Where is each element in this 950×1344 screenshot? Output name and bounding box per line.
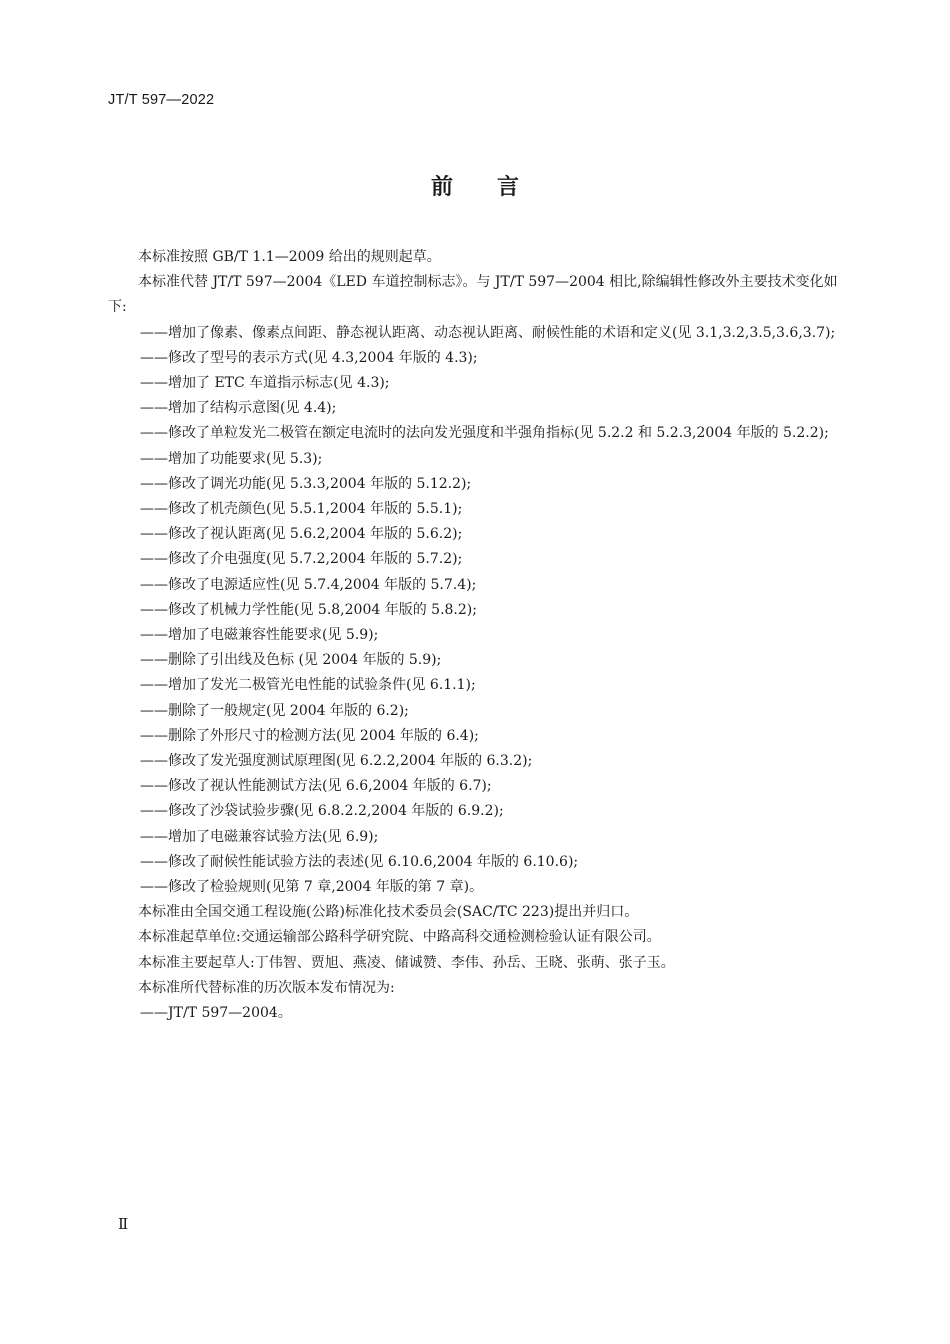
drafting-rules-paragraph: 本标准按照 GB/T 1.1—2009 给出的规则起草。 xyxy=(138,249,441,265)
replacement-paragraph: 本标准代替 JT/T 597—2004《LED 车道控制标志》。与 JT/T 597—2004 相比,除编辑性修改外主要技术变化如下: xyxy=(108,274,838,316)
change-item: ——修改了型号的表示方式(见 4.3,2004 年版的 4.3); xyxy=(140,349,478,366)
change-item: ——增加了发光二极管光电性能的试验条件(见 6.1.1); xyxy=(140,677,476,694)
change-item: ——修改了沙袋试验步骤(见 6.8.2.2,2004 年版的 6.9.2); xyxy=(140,803,504,820)
change-item: ——删除了引出线及色标 (见 2004 年版的 5.9); xyxy=(140,652,442,669)
change-item: ——删除了一般规定(见 2004 年版的 6.2); xyxy=(140,702,409,719)
page-number: Ⅱ xyxy=(118,1215,129,1233)
change-item: ——增加了像素、像素点间距、静态视认距离、动态视认距离、耐候性能的术语和定义(见 3.1,3.2,3.5,3.6,3.7); xyxy=(140,324,836,341)
change-item: ——修改了介电强度(见 5.7.2,2004 年版的 5.7.2); xyxy=(140,551,463,568)
change-item: ——修改了单粒发光二极管在额定电流时的法向发光强度和半强角指标(见 5.2.2 和 5.2.3,2004 年版的 5.2.2); xyxy=(140,425,829,442)
change-item: ——修改了机械力学性能(见 5.8,2004 年版的 5.8.2); xyxy=(140,601,477,618)
change-item: ——修改了机壳颜色(见 5.5.1,2004 年版的 5.5.1); xyxy=(140,501,463,518)
page-title xyxy=(0,170,950,201)
foreword-body xyxy=(108,245,844,1026)
change-item: ——增加了结构示意图(见 4.4); xyxy=(140,400,337,417)
change-item: ——增加了功能要求(见 5.3); xyxy=(140,450,323,467)
drafting-units-paragraph: 本标准起草单位:交通运输部公路科学研究院、中路高科交通检测检验认证有限公司。 xyxy=(138,929,661,946)
drafters-paragraph: 本标准主要起草人:丁伟智、贾旭、燕凌、储诚赞、李伟、孙岳、王晓、张萌、张子玉。 xyxy=(138,954,675,971)
history-item: ——JT/T 597—2004。 xyxy=(140,1005,292,1022)
change-item: ——修改了耐候性能试验方法的表述(见 6.10.6,2004 年版的 6.10.6); xyxy=(140,853,579,870)
change-item: ——修改了视认性能测试方法(见 6.6,2004 年版的 6.7); xyxy=(140,778,492,795)
change-item: ——修改了发光强度测试原理图(见 6.2.2,2004 年版的 6.3.2); xyxy=(140,753,533,770)
change-item: ——修改了检验规则(见第 7 章,2004 年版的第 7 章)。 xyxy=(140,879,484,896)
change-item: ——删除了外形尺寸的检测方法(见 2004 年版的 6.4); xyxy=(140,727,479,744)
change-item: ——修改了调光功能(见 5.3.3,2004 年版的 5.12.2); xyxy=(140,475,472,492)
document-code-header: JT/T 597—2022 xyxy=(108,92,215,108)
change-item: ——增加了电磁兼容试验方法(见 6.9); xyxy=(140,828,379,845)
change-item: ——增加了 ETC 车道指示标志(见 4.3); xyxy=(140,375,390,392)
change-item: ——增加了电磁兼容性能要求(见 5.9); xyxy=(140,627,379,644)
proposer-paragraph: 本标准由全国交通工程设施(公路)标准化技术委员会(SAC/TC 223)提出并归口。 xyxy=(138,904,639,921)
change-item: ——修改了视认距离(见 5.6.2,2004 年版的 5.6.2); xyxy=(140,526,463,543)
change-item: ——修改了电源适应性(见 5.7.4,2004 年版的 5.7.4); xyxy=(140,576,477,593)
title-char-1: 前 xyxy=(430,175,453,200)
title-char-2: 言 xyxy=(497,175,520,200)
history-intro-paragraph: 本标准所代替标准的历次版本发布情况为: xyxy=(138,979,395,996)
change-list xyxy=(108,321,844,901)
